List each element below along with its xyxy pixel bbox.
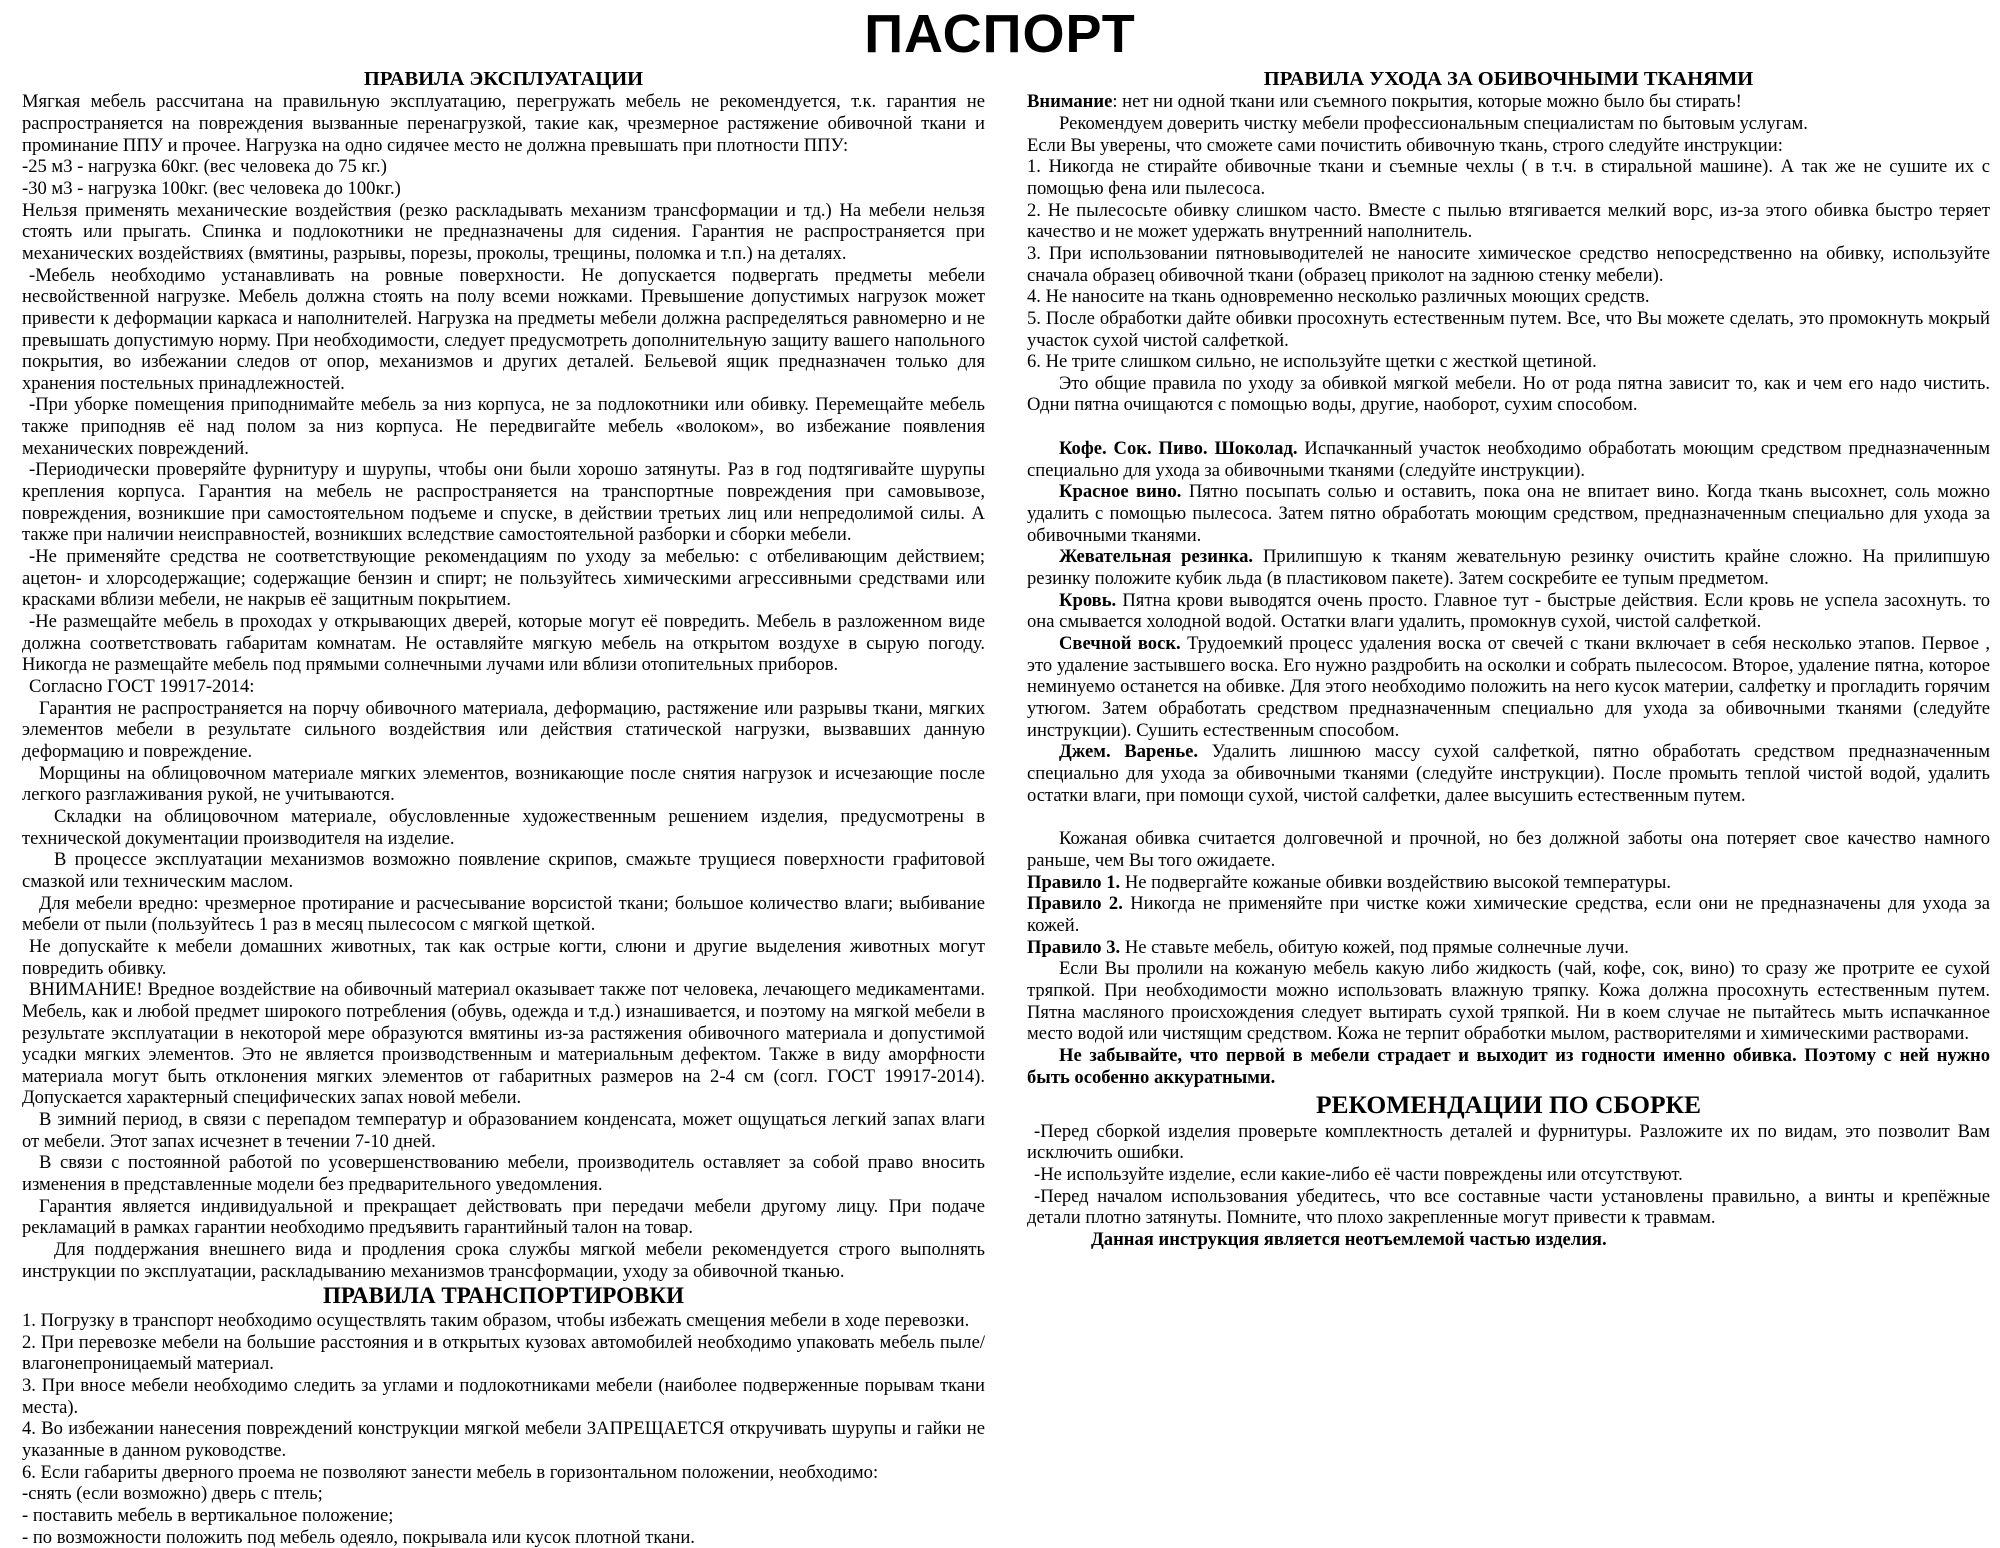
paragraph: Гарантия является индивидуальной и прекращает действовать при передачи мебели другому лицу. При подаче рекламаций в рамках гарантии необходимо предъявить гарантийный талон на товар. [22,1195,985,1239]
paragraph: -Не размещайте мебель в проходах у открывающих дверей, которые могут её повредить. Мебель в разложенном виде должна соответствовать габаритам комнатам. Не оставляйте мягкую мебель на открытом воздухе в сырую погоду. Никогда не размещайте мебель под прямыми солнечными лучами или вблизи отопительных приборов. [22,611,985,676]
paragraph: 2. Не пылесосьте обивку слишком часто. Вместе с пылью втягивается мелкий ворс, из-за этого обивка быстро теряет качество и не может удержать внутренний наполнитель. [1027,199,1990,243]
paragraph: Кожаная обивка считается долговечной и прочной, но без должной заботы она потеряет свое качество намного раньше, чем Вы того ожидаете. [1027,828,1990,871]
paragraph: Мягкая мебель рассчитана на правильную эксплуатацию, перегружать мебель не рекомендуется, т.к. гарантия не распространяется на повреждения вызванные перенагрузкой, такие как, чрезмерное растяжение обивочной ткани и проминание ППУ и прочее. Нагрузка на одно сидячее место не должна превышать при плотности ППУ: [22,91,985,156]
paragraph: -Перед началом использования убедитесь, что все составные части установлены правильно, а винты и крепёжные детали плотно затянуты. Помните, что плохо закрепленные могут привести к травмам. [1027,1185,1990,1229]
column-left [22,67,985,1548]
paragraph: Рекомендуем доверить чистку мебели профессиональным специалистам по бытовым услугам. [1059,112,1808,134]
section-heading: РЕКОМЕНДАЦИИ ПО СБОРКЕ [1315,1090,1702,1120]
paragraph: - поставить мебель в вертикальное положение; [22,1504,394,1526]
paragraph: Свечной воск. Трудоемкий процесс удаления воска от свечей с ткани включает в себя несколько этапов. Первое , это удаление застывшего воска. Его нужно раздробить на осколки и собрать пылесосом. Второе, удаление пятна, которое неминуемо останется на обивке. Для этого необходимо положить на него кусок материи, салфетку и прогладить горячим утюгом. Затем обработать средством предназначенным специально для ухода за обивочными тканями (следуйте инструкции). Сушить естественным способом. [1027,633,1990,741]
paragraph: - по возможности положить под мебель одеяло, покрывала или кусок плотной ткани. [22,1526,695,1548]
paragraph: -Не применяйте средства не соответствующие рекомендациям по уходу за мебелью: с отбеливающим действием; ацетон- и хлорсодержащие; содержащие бензин и спирт; не пользуйтесь химическими агрессивными средствами или красками вблизи мебели, не накрыв её защитным покрытием. [22,546,985,611]
paragraph: Джем. Варенье. Удалить лишнюю массу сухой салфеткой, пятно обработать средством предназначенным специально для ухода за обивочными тканями (следуйте инструкции). После промыть теплой чистой водой, удалить остатки влаги, при помощи сухой, чистой салфетки, далее высушить естественным путем. [1027,741,1990,806]
paragraph: В процессе эксплуатации механизмов возможно появление скрипов, смажьте трущиеся поверхности графитовой смазкой или техническим маслом. [22,849,985,892]
paragraph: Нельзя применять механические воздействия (резко раскладывать механизм трансформации и тд.) На мебели нельзя стоять или прыгать. Спинка и подлокотники не предназначены для сидения. Гарантия не распространяется при механических воздействиях (вмятины, разрывы, порезы, проколы, трещины, поломка и т.п.) на деталях. [22,199,985,264]
paragraph: Кофе. Сок. Пиво. Шоколад. Испачканный участок необходимо обработать моющим средством предназначенным специально для ухода за обивочными тканями (следуйте инструкции). [1027,438,1990,481]
paragraph: 5. После обработки дайте обивки просохнуть естественным путем. Все, что Вы можете сделать, это промокнуть мокрый участок сухой чистой салфеткой. [1027,307,1990,351]
paragraph: В зимний период, в связи с перепадом температур и образованием конденсата, может ощущаться легкий запах влаги от мебели. Этот запах исчезнет в течении 7-10 дней. [22,1109,985,1152]
paragraph-lead: Свечной воск. [1059,633,1181,655]
paragraph: -Не используйте изделие, если какие-либо её части повреждены или отсутствуют. [1034,1164,1683,1186]
paragraph: Морщины на облицовочном материале мягких элементов, возникающие после снятия нагрузок и исчезающие после легкого разглаживания рукой, не учитываются. [22,762,985,806]
paragraph-lead: Правило 1. [1027,871,1121,893]
paragraph: -При уборке помещения приподнимайте мебель за низ корпуса, не за подлокотники или обивку. Перемещайте мебель также приподняв её над полом за низ корпуса. Не передвигайте мебель «волоком», во избежание появления механических повреждений. [22,394,985,459]
column-right [1027,67,1990,1548]
paragraph: Это общие правила по уходу за обивкой мягкой мебели. Но от рода пятна зависит то, как и чем его надо чистить. Одни пятна очищаются с помощью воды, другие, наоборот, сухим способом. [1027,372,1990,416]
blank-line [1027,416,1990,438]
paragraph: Не забывайте, что первой в мебели страдает и выходит из годности именно обивка. Поэтому с ней нужно быть особенно аккуратными. [1027,1044,1990,1088]
paragraph-lead: Кофе. Сок. Пиво. Шоколад. [1059,438,1298,460]
paragraph: Красное вино. Пятно посыпать солью и оставить, пока она не впитает вино. Когда ткань высохнет, соль можно удалить с помощью пылесоса. Затем пятно обработать моющим средством, предназначенным специально для ухода за обивочными тканями. [1027,481,1990,546]
paragraph-lead: Красное вино. [1059,481,1182,503]
paragraph: 4. Во избежании нанесения повреждений конструкции мягкой мебели ЗАПРЕЩАЕТСЯ откручивать шурупы и гайки не указанные в данном руководстве. [22,1418,985,1461]
paragraph: Для поддержания внешнего вида и продления срока службы мягкой мебели рекомендуется строго выполнять инструкции по эксплуатации, раскладыванию механизмов трансформации, уходу за обивочной тканью. [22,1239,985,1282]
paragraph: -Перед сборкой изделия проверьте комплектность деталей и фурнитуры. Разложите их по видам, это позволит Вам исключить ошибки. [1027,1120,1990,1164]
document-columns [0,67,2000,1548]
blank-line [1027,806,1990,828]
paragraph: 3. При использовании пятновыводителей не наносите химическое средство непосредственно на обивку, используйте сначала образец обивочной ткани (образец приколот на заднюю стенку мебели). [1027,242,1990,286]
paragraph: Данная инструкция является неотъемлемой частью изделия. [1091,1229,1607,1251]
section-heading: ПРАВИЛА УХОДА ЗА ОБИВОЧНЫМИ ТКАНЯМИ [1263,67,1754,90]
paragraph: ВНИМАНИЕ! Вредное воздействие на обивочный материал оказывает также пот человека, лечающего медикаментами. Мебель, как и любой предмет широкого потребления (обувь, одежда и т.д.) изнашивается, и поэтому на мягкой мебели в результате эксплуатации в некоторой мере образуются вмятины из-за растяжения обивочного материала и допустимой усадки мягких элементов. Это не является производственным и материальным дефектом. Также в виду аморфности материала могут быть отклонения мягких элементов от габаритных размеров на 2-4 см (согл. ГОСТ 19917-2014). Допускается характерный специфических запах новой мебели. [22,979,985,1109]
section-heading: ПРАВИЛА ТРАНСПОРТИРОВКИ [323,1283,684,1309]
paragraph: Кровь. Пятна крови выводятся очень просто. Главное тут - быстрые действия. Если кровь не успела засохнуть. то она смывается холодной водой. Остатки влаги удалить, промокнув сухой, чистой салфеткой. [1027,589,1990,633]
paragraph: 1. Погрузку в транспорт необходимо осуществлять таким образом, чтобы избежать смещения мебели в ходе перевозки. [22,1309,970,1331]
paragraph: 1. Никогда не стирайте обивочные ткани и съемные чехлы ( в т.ч. в стиральной машине). А так же не сушите их с помощью фена или пылесоса. [1027,156,1990,199]
paragraph: 6. Если габариты дверного проема не позволяют занести мебель в горизонтальном положении, необходимо: [22,1461,879,1483]
paragraph: Складки на облицовочном материале, обусловленные художественным решением изделия, предусмотрены в технической документации производителя на изделие. [22,805,985,849]
paragraph-lead: Правило 3. [1027,936,1121,958]
paragraph: Если Вы пролили на кожаную мебель какую либо жидкость (чай, кофе, сок, вино) то сразу же протрите ее сухой тряпкой. При необходимости можно использовать влажную тряпку. Кожа должна просохнуть естественным путем. Пятна масляного происхождения следует вытирать сухой тряпкой. Ни в коем случае не пытайтесь мыть испачканное место водой или чистящим средством. Кожа не терпит обработки мылом, растворителями и химическими растворами. [1027,958,1990,1045]
paragraph: Правило 3. Не ставьте мебель, обитую кожей, под прямые солнечные лучи. [1027,936,1629,958]
paragraph: 2. При перевозке мебели на большие расстояния и в открытых кузовах автомобилей необходимо упаковать мебель пыле/влагонепроницаемый материал. [22,1331,985,1375]
paragraph: 6. Не трите слишком сильно, не используйте щетки с жесткой щетиной. [1027,351,1597,373]
paragraph: Внимание: нет ни одной ткани или съемного покрытия, которые можно было бы стирать! [1027,91,1742,113]
paragraph-lead: Джем. Варенье. [1059,741,1199,763]
paragraph: Правило 2. Никогда не применяйте при чистке кожи химические средства, если они не предназначены для ухода за кожей. [1027,893,1990,936]
passport-document-page [0,4,2000,1548]
paragraph-lead: Внимание [1027,91,1113,113]
paragraph: -25 м3 - нагрузка 60кг. (вес человека до 75 кг.) [22,156,387,178]
paragraph: 4. Не наносите на ткань одновременно несколько различных моющих средств. [1027,286,1650,308]
paragraph: Для мебели вредно: чрезмерное протирание и расчесывание ворсистой ткани; большое количество влаги; выбивание мебели от пыли (пользуйтесь 1 раз в месяц пылесосом с мягкой щеткой. [22,892,985,936]
paragraph: Жевательная резинка. Прилипшую к тканям жевательную резинку очистить крайне сложно. На прилипшую резинку положите кубик льда (в пластиковом пакете). Затем соскребите ее тупым предметом. [1027,546,1990,590]
section-heading: ПРАВИЛА ЭКСПЛУАТАЦИИ [363,67,644,90]
paragraph: -снять (если возможно) дверь с птель; [22,1483,323,1505]
document-title: ПАСПОРТ [864,4,1136,64]
paragraph: Гарантия не распространяется на порчу обивочного материала, деформацию, растяжение или разрывы ткани, мягких элементов мебели в результате сильного воздействия или действия статической нагрузки, вызвавших данную деформацию и повреждение. [22,697,985,762]
paragraph: 3. При вносе мебели необходимо следить за углами и подлокотниками мебели (наиболее подверженные порывам ткани места). [22,1374,985,1418]
paragraph: -Мебель необходимо устанавливать на ровные поверхности. Не допускается подвергать предметы мебели несвойственной нагрузке. Мебель должна стоять на полу всеми ножками. Превышение допустимых нагрузок может привести к деформации каркаса и наполнителей. Нагрузка на предметы мебели должна распределяться равномерно и не превышать допустимую норму. При необходимости, следует предусмотреть дополнительную защиту вашего напольного покрытия, во избежании следов от опор, механизмов и других деталей. Бельевой ящик предназначен только для хранения постельных принадлежностей. [22,264,985,394]
paragraph: -30 м3 - нагрузка 100кг. (вес человека до 100кг.) [22,177,401,199]
paragraph-lead: Жевательная резинка. [1059,546,1254,568]
paragraph: Согласно ГОСТ 19917-2014: [29,676,255,697]
paragraph: Не допускайте к мебели домашних животных, так как острые когти, слюни и другие выделения животных могут повредить обивку. [22,935,985,979]
paragraph: -Периодически проверяйте фурнитуру и шурупы, чтобы они были хорошо затянуты. Раз в год подтягивайте шурупы крепления корпуса. Гарантия на мебель не распространяется на транспортные повреждения при самовывозе, повреждения, возникшие при самостоятельном подъеме и спуске, в действии третьих лиц или непредолимой силы. А также при наличии неисправностей, возникших вследствие самостоятельной разборки и сборки мебели. [22,459,985,546]
paragraph: В связи с постоянной работой по усовершенствованию мебели, производитель оставляет за собой право вносить изменения в представленные модели без предварительного уведомления. [22,1152,985,1196]
paragraph-lead: Кровь. [1059,589,1117,611]
paragraph-lead: Правило 2. [1027,893,1123,915]
paragraph: Правило 1. Не подвергайте кожаные обивки воздействию высокой температуры. [1027,871,1672,893]
paragraph: Если Вы уверены, что сможете сами почистить обивочную ткань, строго следуйте инструкции: [1027,134,1783,156]
